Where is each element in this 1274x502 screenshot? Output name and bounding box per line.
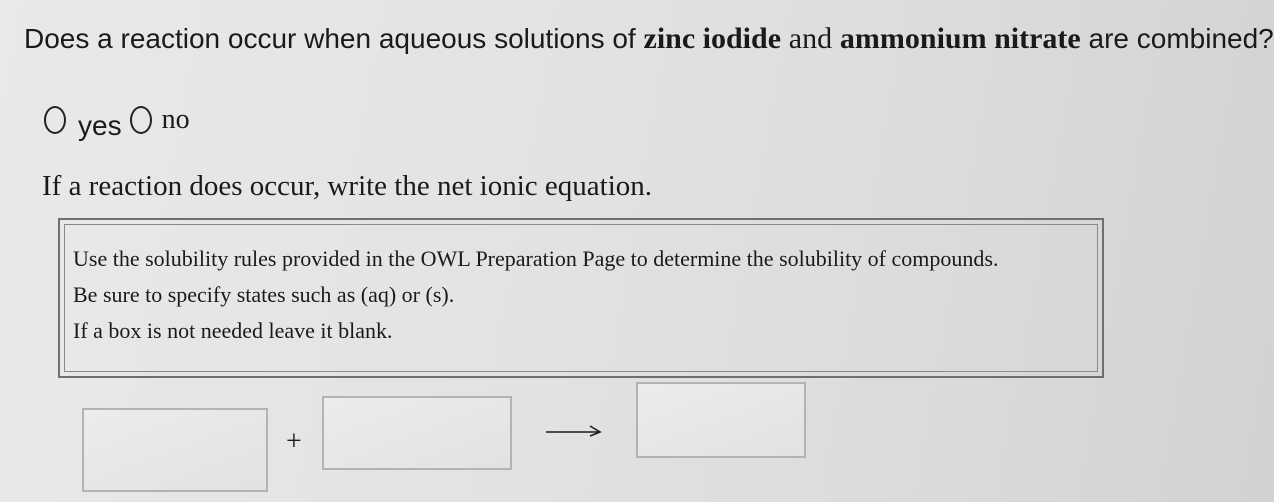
- reactant-2-input-box[interactable]: [322, 396, 512, 470]
- info-box: [58, 218, 1104, 378]
- info-line-3: If a box is not needed leave it blank.: [73, 318, 393, 343]
- question-conjunction: and: [788, 22, 833, 55]
- right-arrow-icon: [546, 420, 602, 440]
- reaction-radio-group: [44, 104, 190, 141]
- no-radio[interactable]: [130, 106, 152, 134]
- no-label[interactable]: no: [161, 104, 190, 135]
- question-text: [24, 22, 1274, 56]
- product-input-box[interactable]: [636, 382, 806, 458]
- info-line-2: Be sure to specify states such as (aq) or (s).: [73, 282, 455, 307]
- question-suffix: are combined?: [1088, 23, 1274, 54]
- reactant-1-input-box[interactable]: [82, 408, 268, 492]
- yes-label[interactable]: yes: [78, 110, 122, 141]
- info-box-content: [64, 224, 1098, 372]
- info-line-1: Use the solubility rules provided in the OWL Preparation Page to determine the solubility of compounds.: [73, 246, 999, 271]
- reactant-1-name: zinc iodide: [643, 22, 782, 55]
- yes-radio[interactable]: [44, 106, 66, 134]
- question-prefix: Does a reaction occur when aqueous solutions of: [24, 23, 636, 54]
- plus-sign: +: [286, 426, 302, 457]
- reactant-2-name: ammonium nitrate: [839, 22, 1081, 55]
- instruction-text: If a reaction does occur, write the net ionic equation.: [42, 170, 653, 202]
